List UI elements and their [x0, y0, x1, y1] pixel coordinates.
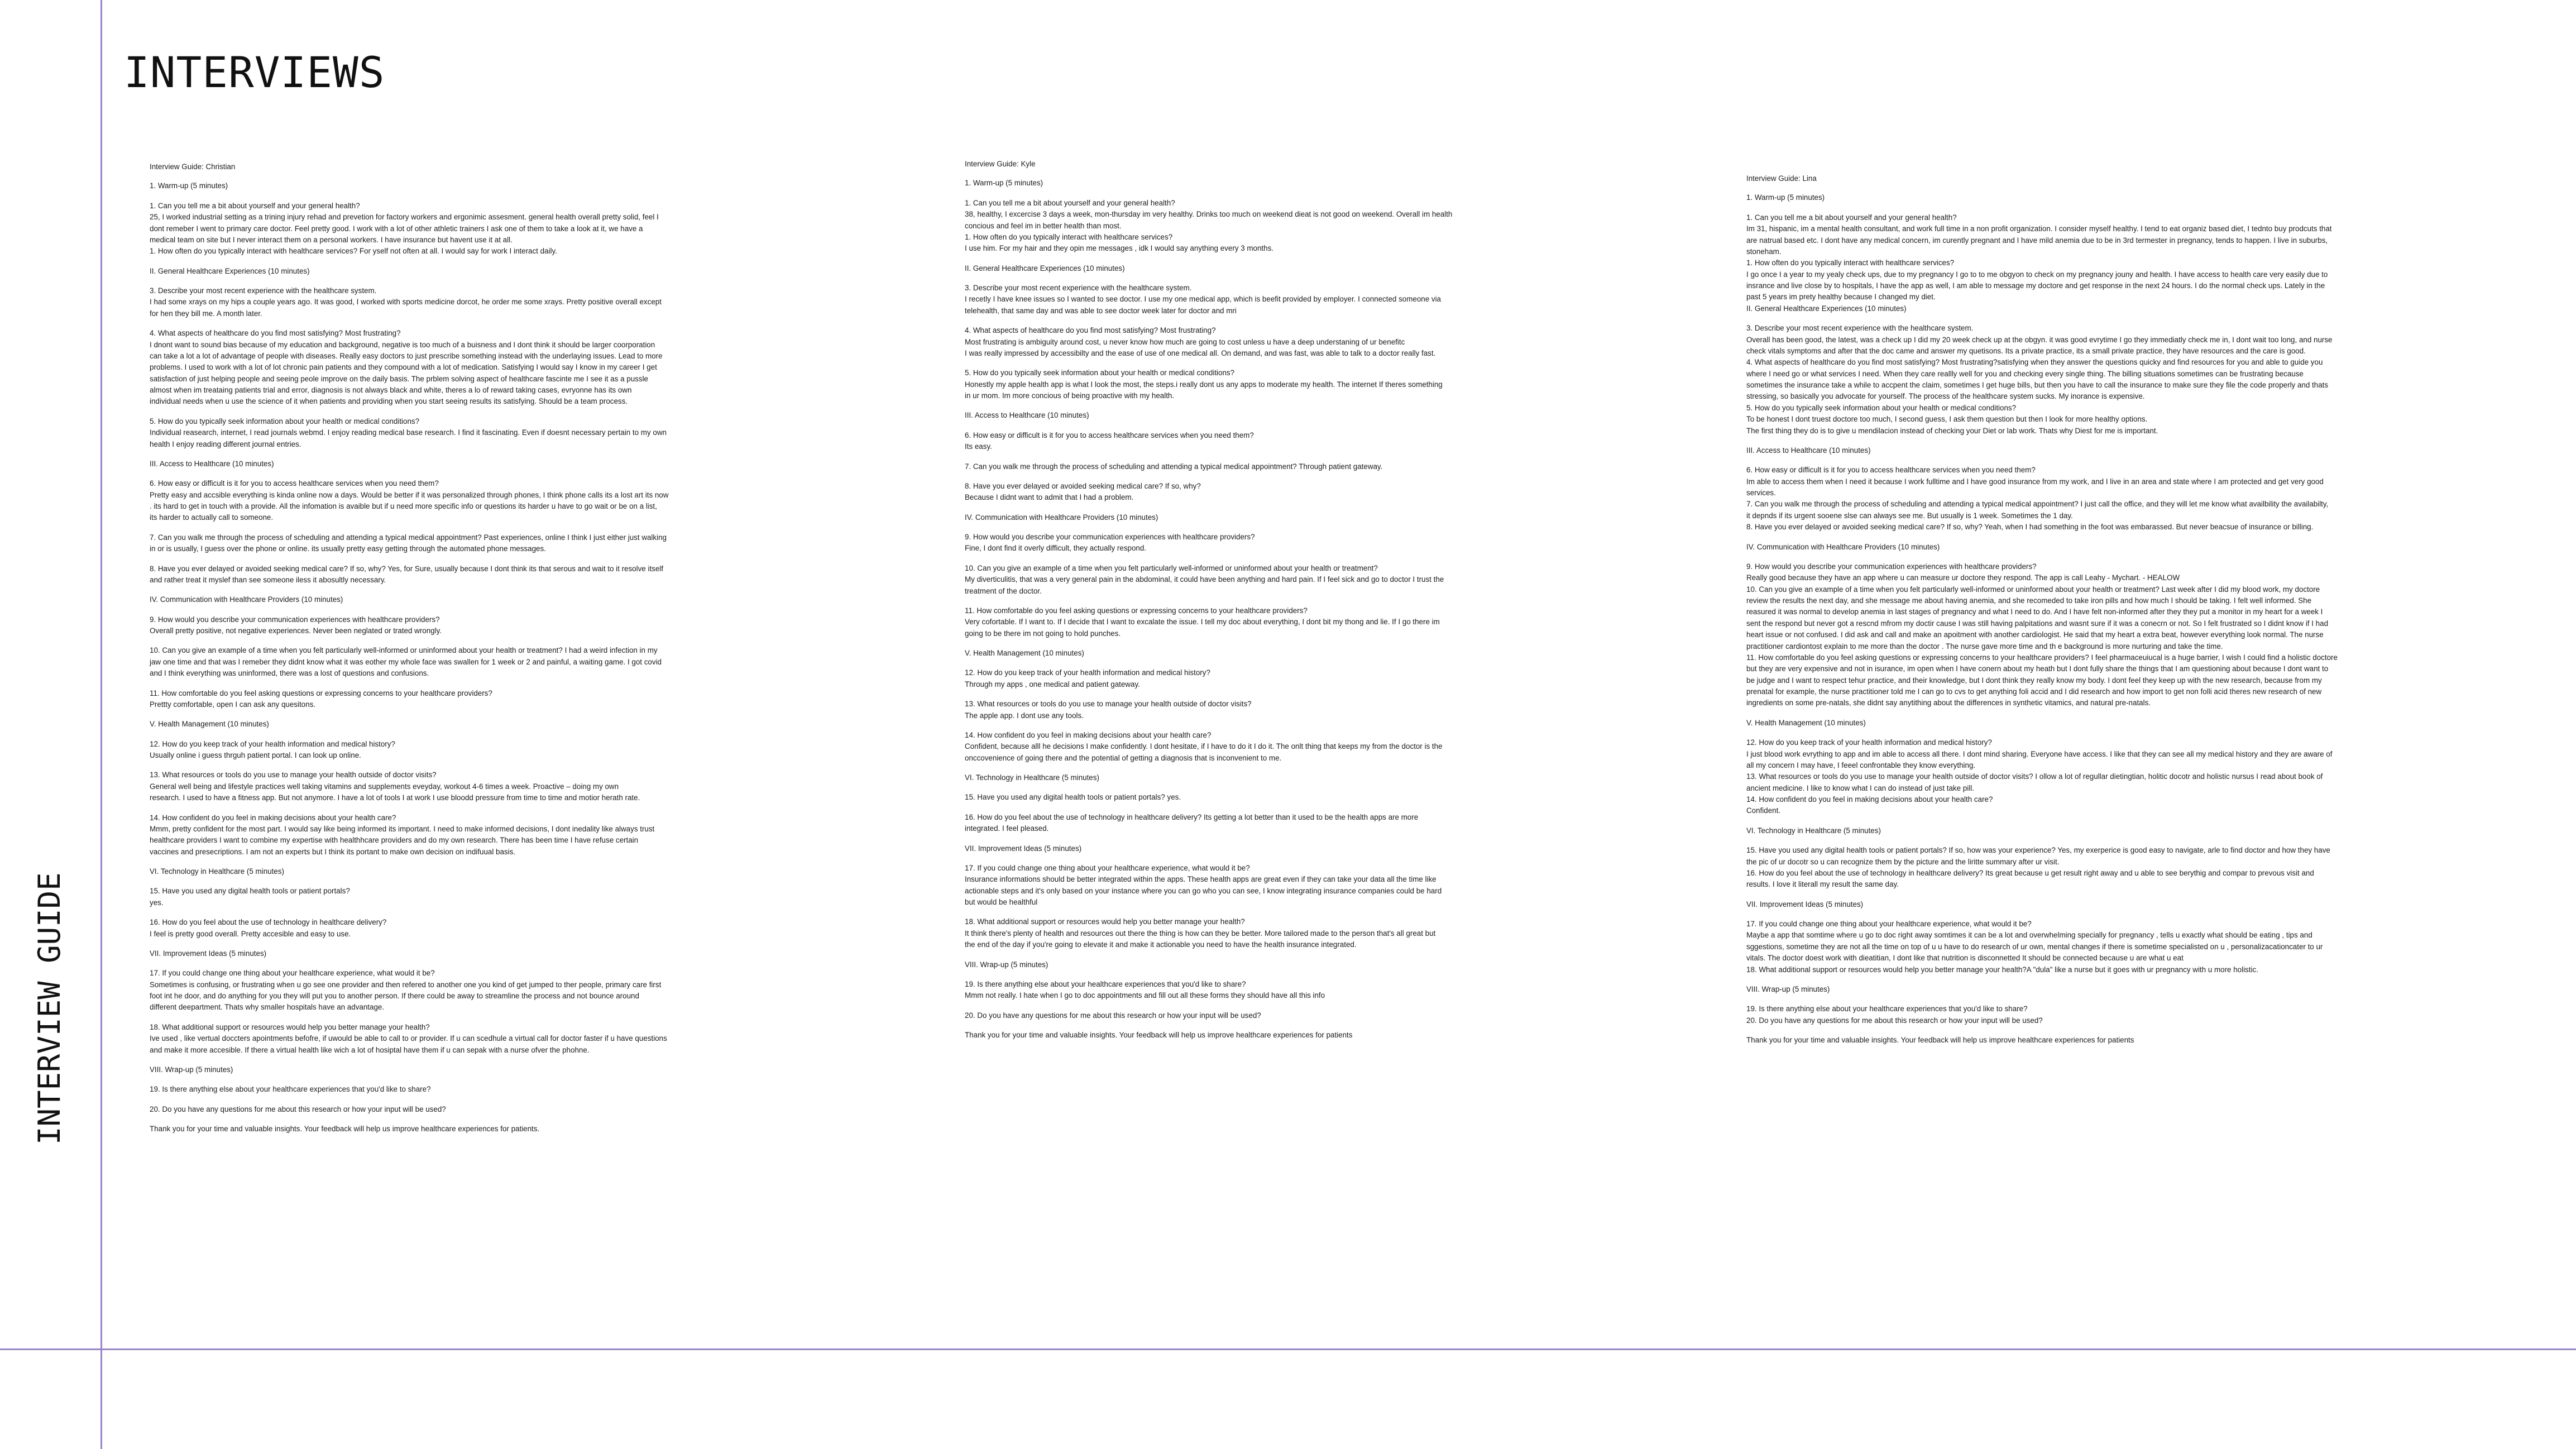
guide-section — [965, 863, 1452, 908]
guide-text-line: foot int he door, and do anything for you they will put you to another person. If there could be away to streamline the process and not bounce around — [150, 992, 639, 1000]
guide-text-line: 13. What resources or tools do you use to manage your health outside of doctor visits? — [965, 700, 1252, 709]
guide-text-line: General well being and lifestyle practices well taking vitamins and supplements eveyday, workout 4-6 times a week. Proactive – doing my own — [150, 782, 619, 791]
guide-text-line: Thank you for your time and valuable insights. Your feedback will help us improve healthcare experiences for patients. — [150, 1125, 540, 1133]
guide-text-line: in ur mom. Im more concious of being proactive with my health. — [965, 391, 1175, 400]
guide-text-line: It think there's plenty of health and resources out there the thing is how can they be better. More tailored made to the person that's all great but — [965, 929, 1436, 938]
guide-text-line: 18. What additional support or resources would help you better manage your health?A "dula" like a nurse but it goes with ur pregnancy with u more holistic. — [1746, 965, 2258, 974]
guide-text-line: stressing, so basically you advocate for yourself. The process of the healthcare system sucks. My inorance is expensive. — [1746, 392, 2145, 401]
guide-text-line: sggestions, sometime they are not all the time on top of u u have to do research of ur own, mental changes if there is sometime specialisted on u , personalizacationcater to ur — [1746, 942, 2323, 951]
guide-text-line: Very cofortable. If I want to. If I decide that I want to excalate the issue. I tell my doc about everything, I dont bit my thong and lie. If I go there im — [965, 618, 1440, 627]
guide-heading: Interview Guide: Christian — [150, 162, 236, 171]
guide-text-line: V. Health Management (10 minutes) — [965, 649, 1084, 657]
guide-text-line: 38, healthy, I excercise 3 days a week, mon-thursday im very healthy. Drinks too much on weekend dieat is not good on weekend. Overall im health — [965, 210, 1453, 219]
guide-text-line: 1. Warm-up (5 minutes) — [150, 181, 228, 190]
guide-section — [150, 328, 668, 408]
guide-text-line: 8. Have you ever delayed or avoided seeking medical care? If so, why? Yeah, when I had something in the foot was embarassed. But never beacsue of insurance or billing. — [1746, 523, 2314, 532]
guide-section — [150, 645, 668, 679]
guide-text-line: telehealth, that same day and was able to see doctor week later for doctor and mri — [965, 306, 1237, 315]
guide-text-line: VI. Technology in Healthcare (5 minutes) — [1746, 826, 1881, 835]
guide-section — [965, 367, 1452, 401]
guide-section — [965, 959, 1452, 970]
page-title: INTERVIEWS — [124, 47, 385, 97]
guide-section — [150, 812, 668, 858]
guide-section — [1746, 1003, 2338, 1026]
guide-text-line: 5. How do you typically seek information about your health or medical conditions? — [965, 369, 1235, 377]
guide-text-line: results. I love it literall my result the same day. — [1746, 880, 1899, 889]
guide-section — [965, 667, 1452, 690]
guide-text-line: prenatal for example, the nurse practitioner told me I can go to cvs to get anything foli accid and I did research and how import to get non folli acid theres new research of new — [1746, 687, 2322, 696]
guide-text-line: 1. Warm-up (5 minutes) — [965, 179, 1043, 188]
guide-section — [1746, 192, 2338, 203]
guide-text-line: III. Access to Healthcare (10 minutes) — [1746, 446, 1871, 455]
guide-text-line: 20. Do you have any questions for me about this research or how your input will be used? — [150, 1104, 446, 1113]
guide-text-line: IV. Communication with Healthcare Providers (10 minutes) — [965, 513, 1158, 522]
guide-text-line: stoneham. — [1746, 247, 1782, 256]
guide-text-line: ingredients on some pre-natals, she didnt say anytithing about the differences in synthetic vitamics, and natural pre-natals. — [1746, 699, 2151, 707]
guide-section — [965, 198, 1452, 255]
guide-text-line: 3. Describe your most recent experience with the healthcare system. — [1746, 324, 1974, 333]
guide-section — [965, 1010, 1452, 1021]
guide-text-line: where I need go or what services I need. When they care reallly well for you and checking every single thing. The billing situations sometimes can be frustrating because — [1746, 369, 2304, 378]
guide-section — [1746, 561, 2338, 709]
guide-text-line: 14. How confident do you feel in making decisions about your health care? — [150, 813, 396, 822]
guide-text-line: and I think everything was uninformed, there was a lost of questions and confusions. — [150, 669, 429, 678]
guide-text-line: Maybe a app that somtime where u go to doc right away somtimes it can be a lot and overwhelming specially for pregnancy , tells u exactly what should be eating , tips and — [1746, 931, 2312, 940]
guide-section — [1746, 323, 2338, 437]
guide-section — [965, 263, 1452, 274]
guide-text-line: but would be healthful — [965, 898, 1038, 906]
guide-text-line: Mmm, pretty confident for the most part. I would say like being informed its important. I need to make informed decisions, I dont inedality like always trust — [150, 824, 655, 833]
guide-text-line: services. — [1746, 489, 1776, 497]
guide-section — [150, 478, 668, 524]
guide-text-line: The apple app. I dont use any tools. — [965, 711, 1084, 720]
guide-text-line: Confident. — [1746, 806, 1781, 815]
guide-text-line: I recetly I have knee issues so I wanted to see doctor. I use my one medical app, which is beefit provided by employer. I connected someone via — [965, 295, 1442, 304]
guide-section — [965, 430, 1452, 453]
guide-text-line: 13. What resources or tools do you use to manage your health outside of doctor visits? — [150, 771, 437, 780]
guide-section — [150, 614, 668, 637]
guide-section — [150, 200, 668, 257]
guide-text-line: integrated. I feel pleased. — [965, 824, 1049, 833]
guide-section — [150, 948, 668, 959]
guide-section — [1746, 465, 2338, 533]
guide-section — [1746, 718, 2338, 729]
guide-section — [1746, 212, 2338, 314]
guide-text-line: 10. Can you give an example of a time when you felt particularly well-informed or uninformed about your health or treatment? — [965, 563, 1378, 572]
guide-text-line: Prettty comfortable, open I can ask any quesitons. — [150, 700, 315, 709]
guide-section — [965, 812, 1452, 835]
guide-text-line: healthcare providers I want to combine my expertise with healthhcare providers and do my own research. There has been time I have refuse certain — [150, 836, 639, 845]
guide-text-line: 17. If you could change one thing about your healthcare experience, what would it be? — [965, 863, 1250, 872]
guide-heading: Interview Guide: Lina — [1746, 174, 1817, 183]
guide-section — [150, 594, 668, 605]
guide-text-line: I was really impressed by accessibilty and the ease of use of one medical all. On demand, and was fast, was able to talk to a doctor really fast. — [965, 348, 1436, 357]
guide-section — [965, 410, 1452, 421]
guide-section — [1746, 445, 2338, 456]
guide-text-line: concious and feel im in better health than most. — [965, 221, 1122, 230]
guide-text-line: 7. Can you walk me through the process of scheduling and attending a typical medical appointment? Through patient gateway. — [965, 462, 1383, 471]
guide-text-line: treatment of the doctor. — [965, 586, 1042, 595]
guide-section — [150, 266, 668, 277]
guide-section — [965, 979, 1452, 1002]
guide-text-line: be judge and I want to respect tehur practice, and their knowledge, but I dont think they really know my body. I dont feel they keep up with the new research, because from my — [1746, 676, 2322, 685]
guide-text-line: 1. How often do you typically interact with healthcare services? — [965, 232, 1173, 241]
guide-section — [965, 532, 1452, 554]
guide-section — [150, 719, 668, 730]
guide-text-line: II. General Healthcare Experiences (10 minutes) — [965, 264, 1125, 272]
guide-text-line: Sometimes is confusing, or frustrating when u go see one provider and then refered to another one you kind of get jumped to ther people, primary care first — [150, 980, 662, 989]
guide-text-line: 11. How comfortable do you feel asking questions or expressing concerns to your healthcare providers? I feel pharmaceuiucal is a huge barrier, I wish I could find a holistic doctore — [1746, 653, 2338, 662]
guide-text-line: 12. How do you keep track of your health information and medical history? — [1746, 738, 1992, 747]
guide-section — [150, 1104, 668, 1115]
guide-text-line: VIII. Wrap-up (5 minutes) — [965, 960, 1048, 969]
guide-heading: Interview Guide: Kyle — [965, 160, 1036, 168]
guide-text-line: 6. How easy or difficult is it for you to access healthcare services when you need them? — [965, 431, 1254, 439]
guide-text-line: jaw one time and that was I remeber they didnt know what it was eother my whole face was swallen for 1 week or 2 and painful, a waiting game. I got covid — [150, 657, 662, 666]
guide-text-line: can take a lot a lot of advantage of people with diseases. Really easy doctors to just prescribe something instead with the underlaying issues. Lead to more — [150, 351, 663, 360]
guide-text-line: practitioner cardiontost explain to me more than the doctor . The nurse gave more time and th e background is more nurturing and take the time. — [1746, 642, 2223, 651]
guide-text-line: 15. Have you used any digital health tools or patient portals? If so, how was your experience? Yes, my exerperice is good easy to navigate, arle to find doctor and how they have — [1746, 846, 2330, 855]
guide-text-line: 12. How do you keep track of your health information and medical history? — [965, 668, 1210, 677]
horizontal-divider-line — [0, 1348, 2576, 1350]
guide-section — [1746, 1035, 2338, 1046]
guide-section — [150, 1064, 668, 1075]
guide-text-line: IV. Communication with Healthcare Providers (10 minutes) — [150, 595, 343, 604]
guide-section — [1746, 984, 2338, 995]
guide-text-line: Individual reasearch, internet, I read journals webmd. I enjoy reading medical base research. I find it fascinating. Even if doesnt necessary pertain to my own — [150, 428, 667, 437]
guide-text-line: 6. How easy or difficult is it for you to access healthcare services when you need them? — [150, 479, 439, 488]
guide-text-line: VII. Improvement Ideas (5 minutes) — [1746, 900, 1864, 908]
guide-section — [150, 563, 668, 586]
guide-text-line: Fine, I dont find it overly difficult, they actually respond. — [965, 544, 1147, 553]
guide-text-line: vitals. The doctor doest work with dieatitian, I dont like that nutrition is disconnetted It should be connected because u are what u eat — [1746, 954, 2184, 963]
guide-text-line: onccovenience of going there and the potential of getting a diagnosis that is inconvenient to me. — [965, 753, 1282, 762]
guide-text-line: My diverticulitis, that was a very general pain in the abdominal, it could have been anything and hard pain. If I feel sick and go to doctor I trust the — [965, 575, 1444, 584]
guide-section — [965, 1030, 1452, 1041]
guide-text-line: I feel is pretty good overall. Pretty accesible and easy to use. — [150, 929, 351, 938]
guide-section — [1746, 737, 2338, 817]
guide-text-line: the pic of ur docotr so u can recognize them by the picture and the liritte summary after ur visit. — [1746, 857, 2060, 866]
guide-text-line: are natrual based etc. I dont have any medical concern, im curently pregnant and I have mild anemia due to be in 3rd termester in pregnancy, tends to happen. I live in suburbs, — [1746, 236, 2328, 245]
guide-text-line: 15. Have you used any digital health tools or patient portals? — [150, 887, 350, 896]
guide-text-line: ancient medicine. I like to know what I can do instead of just take pill. — [1746, 783, 1974, 792]
guide-text-line: V. Health Management (10 minutes) — [150, 720, 269, 729]
guide-text-line: Usually online i guess thrguh patient portal. I can look up online. — [150, 751, 361, 759]
guide-text-line: 13. What resources or tools do you use to manage your health outside of doctor visits? I ollow a lot of regullar dietingtian, holitic docotr and holistic nursus I read about book of — [1746, 772, 2323, 781]
guide-text-line: Confident, because alll he decisions I make confidently. I dont hesitate, if I have to do it I do it. The onlt thing that keeps my from the doctor is the — [965, 742, 1443, 751]
guide-section — [1746, 825, 2338, 836]
guide-section — [965, 843, 1452, 854]
guide-text-line: and make it more accesible. If there a virtual health like wich a lot of hosiptal have them if u can sepak with a nurse ofver the phohne. — [150, 1045, 590, 1054]
guide-text-line: 11. How comfortable do you feel asking questions or expressing concerns to your healthcare providers? — [150, 688, 492, 697]
guide-text-line: 7. Can you walk me through the process of scheduling and attending a typical medical appointment? Past experiences, online I think I just either just walking — [150, 533, 667, 542]
guide-section — [965, 699, 1452, 721]
guide-section — [150, 416, 668, 450]
guide-text-line: Thank you for your time and valuable insights. Your feedback will help us improve healthcare experiences for patients — [1746, 1036, 2134, 1044]
guide-text-line: VI. Technology in Healthcare (5 minutes) — [150, 867, 284, 876]
guide-text-line: Through my apps , one medical and patient gateway. — [965, 680, 1140, 688]
guide-text-line: Im able to access them when I need it because I work fulltime and I have good insurance from my work, and I live in an area and state where I am protected and get very good — [1746, 477, 2324, 486]
guide-text-line: 14. How confident do you feel in making decisions about your health care? — [965, 730, 1212, 739]
guide-text-line: its harder to actually call to someone. — [150, 513, 274, 522]
guide-text-line: 1. How often do you typically interact with healthcare services? — [1746, 259, 1955, 267]
guide-section — [965, 772, 1452, 783]
guide-text-line: Really good because they have an app where u can measure ur doctore they respond. The app is call Leahy - Mychart. - HEALOW — [1746, 573, 2180, 582]
guide-section — [150, 180, 668, 192]
guide-text-line: 18. What additional support or resources would help you better manage your health? — [965, 917, 1245, 926]
guide-text-line: and rather treat it myslef than see someone iless it abosultly necessary. — [150, 575, 386, 584]
guide-text-line: 19. Is there anything else about your healthcare experiences that you'd like to share? — [965, 979, 1246, 988]
guide-text-line: it depnds if its urgent sooene slse can always see me. But usually is 1 week. Sometimes the 1 day. — [1746, 511, 2073, 520]
guide-text-line: sent the respond but never got a rescnd mfrom my doctir cause I was still having palpitations and wasnt sure if it was a conecrn or not. So I felt frustrated so I didnt know if I had — [1746, 619, 2329, 628]
guide-text-line: I use him. For my hair and they opin me messages , idk I would say anything every 3 months. — [965, 244, 1273, 253]
guide-text-line: 17. If you could change one thing about your healthcare experience, what would it be? — [150, 969, 435, 978]
guide-text-line: 3. Describe your most recent experience with the healthcare system. — [965, 284, 1192, 292]
guide-text-line: II. General Healthcare Experiences (10 minutes) — [1746, 304, 1907, 313]
guide-section — [1746, 919, 2338, 975]
guide-text-line: III. Access to Healthcare (10 minutes) — [965, 411, 1089, 420]
guide-text-line: Most frustrating is ambiguity around cost, u never know how much are going to cost unless u have a deep understaning of ur benefitc — [965, 337, 1405, 346]
guide-text-line: Because I didnt want to admit that I had a problem. — [965, 493, 1134, 502]
guide-section — [150, 886, 668, 908]
guide-section — [965, 648, 1452, 659]
guide-section — [965, 461, 1452, 472]
guide-text-line: 9. How would you describe your communication experiences with healthcare providers? — [1746, 562, 2037, 571]
guide-section — [1746, 845, 2338, 891]
guide-text-line: V. Health Management (10 minutes) — [1746, 718, 1866, 727]
guide-section — [965, 792, 1452, 803]
guide-section — [965, 563, 1452, 597]
guide-text-line: VII. Improvement Ideas (5 minutes) — [150, 949, 267, 958]
guide-section — [150, 532, 668, 555]
guide-text-line: 8. Have you ever delayed or avoided seeking medical care? If so, why? Yes, for Sure, usually because I dont think its that serous and wait to it resolve itself — [150, 564, 663, 573]
guide-text-line: check vitals symptoms and after that the doc came and answer my quetisons. Its a private practice, its a small private practice, they have resources and the care is good. — [1746, 346, 2306, 355]
guide-text-line: 5. How do you typically seek information about your health or medical conditions? — [1746, 403, 2017, 412]
guide-text-line: all my concern I may have, I feeel confrontable they know everything. — [1746, 761, 1976, 769]
guide-section — [150, 739, 668, 762]
guide-section — [150, 769, 668, 804]
guide-text-line: research. I used to have a fitness app. But not anymore. I have a lot of tools I at work I use bloodd pressure from time to time and motior herath rate. — [150, 793, 640, 802]
guide-text-line: The first thing they do is to give u mendilacion instead of checking your Diet or lab work. Thats why Diest for me is important. — [1746, 426, 2158, 435]
guide-text-line: 10. Can you give an example of a time when you felt particularly well-informed or uninformed about your health or treatment? Last week after I did my blood work, my doctore — [1746, 585, 2320, 594]
guide-text-line: VIII. Wrap-up (5 minutes) — [150, 1065, 233, 1074]
interview-guide-kyle — [965, 159, 1452, 1049]
guide-text-line: review the results the next day, and she message me about having anemia, and she recomeded to take iron pills and how much I should be taking. I felt well informed. She — [1746, 596, 2312, 605]
guide-section — [150, 1123, 668, 1135]
guide-section — [965, 178, 1452, 189]
guide-text-line: 10. Can you give an example of a time when you felt particularly well-informed or uninformed about your health or treatment? I had a weird infection in my — [150, 646, 658, 655]
guide-text-line: for hen they bill me. A month later. — [150, 309, 262, 318]
guide-text-line: 16. How do you feel about the use of technology in healthcare delivery? Its great because u get result right away and u able to see berythig and compar to prevous visit and — [1746, 868, 2314, 877]
guide-text-line: but they are very expensive and not in isurance, im open when I have conern about my heath but I dont fully share the things that I am questioning about because I dont want to — [1746, 664, 2329, 673]
guide-text-line: 20. Do you have any questions for me about this research or how your input will be used? — [1746, 1016, 2043, 1025]
guide-text-line: in or is usually, I guess over the phone or online. its usually pretty easy getting through the automated phone messages. — [150, 544, 546, 553]
guide-text-line: 9. How would you describe your communication experiences with healthcare providers? — [965, 533, 1255, 541]
guide-text-line: 20. Do you have any questions for me about this research or how your input will be used? — [965, 1011, 1261, 1020]
guide-text-line: 15. Have you used any digital health tools or patient portals? yes. — [965, 793, 1181, 802]
guide-text-line: insrance and live close by to hospitals, I have the app as well, I am able to message my doctore and get response in the next 24 hours. I do the normal check ups. Lately in the — [1746, 281, 2325, 290]
guide-text-line: 1. Warm-up (5 minutes) — [1746, 193, 1825, 202]
guide-section — [150, 1084, 668, 1095]
guide-text-line: VIII. Wrap-up (5 minutes) — [1746, 984, 1830, 993]
guide-text-line: III. Access to Healthcare (10 minutes) — [150, 459, 274, 468]
guide-text-line: I dnont want to sound bias because of my education and background, negative is too much of a buisness and I dont think it should be larger coorporation — [150, 340, 655, 349]
guide-text-line: Im 31, hispanic, im a mental health consultant, and work full time in a non profit organization. I consider myself healthy. I tend to eat organiz based diet, I tednto buy prodcuts that — [1746, 224, 2332, 233]
interview-guide-christian — [150, 161, 668, 1143]
guide-section — [1746, 899, 2338, 910]
guide-text-line: past 5 years im prety healthy because I changed my diet. — [1746, 293, 1936, 302]
guide-text-line: I go once I a year to my yealy check ups, due to my pregnancy I go to to me obgyon to check on my pregnancy jouny and health. I have access to health care very easily due to — [1746, 270, 2328, 279]
side-label-interview-guide: INTERVIEW GUIDE — [32, 872, 67, 1145]
guide-text-line: 1. Can you tell me a bit about yourself and your general health? — [150, 201, 360, 210]
guide-text-line: 18. What additional support or resources would help you better manage your health? — [150, 1022, 430, 1031]
guide-text-line: I had some xrays on my hips a couple years ago. It was good, I worked with sports medicine dorcot, he order me some xrays. Pretty positive overall except — [150, 298, 662, 307]
guide-text-line: 16. How do you feel about the use of technology in healthcare delivery? Its getting a lot better than it used to be the health apps are more — [965, 812, 1419, 821]
vertical-divider-line — [100, 0, 102, 1449]
guide-text-line: health I enjoy reading different journal entries. — [150, 439, 301, 448]
guide-text-line: 19. Is there anything else about your healthcare experiences that you'd like to share? — [150, 1085, 431, 1094]
interview-guide-lina — [1746, 173, 2338, 1054]
guide-text-line: VII. Improvement Ideas (5 minutes) — [965, 844, 1082, 853]
guide-text-line: 4. What aspects of healthcare do you find most satisfying? Most frustrating? — [150, 329, 401, 338]
guide-text-line: 9. How would you describe your communication experiences with healthcare providers? — [150, 615, 440, 624]
guide-text-line: . its hard to get in touch with a provide. All the infomation is avaible but if u need more specific info or questions its harder u have to go wait or be on a list, — [150, 502, 657, 510]
guide-text-line: VI. Technology in Healthcare (5 minutes) — [965, 773, 1099, 782]
guide-section — [965, 325, 1452, 359]
guide-text-line: 6. How easy or difficult is it for you to access healthcare services when you need them? — [1746, 466, 2036, 475]
guide-text-line: different deepartment. Thats why smaller hospitals have an advantage. — [150, 1003, 385, 1012]
guide-section — [965, 283, 1452, 317]
guide-text-line: Insurance informations should be better integrated within the apps. These health apps are great even if they can take your data all the time like — [965, 875, 1437, 884]
guide-text-line: 17. If you could change one thing about your healthcare experience, what would it be? — [1746, 920, 2032, 928]
guide-text-line: Overall has been good, the latest, was a check up I did my 20 week check up at the obgyn. it was good evrytime I go they immediatly check me in, I dont wait too long, and nurse — [1746, 335, 2333, 344]
guide-text-line: medical team on site but I never interact them on a personal workers. I have insurance but havent use it at all. — [150, 235, 513, 244]
guide-text-line: almost when im treataing patients trial and error, diagnosis is not always black and white, theres a lo of reward taking cases, evryonne has its own — [150, 386, 632, 394]
guide-text-line: 7. Can you walk me through the process of scheduling and attending a typical medical appointment? I just call the office, and they will let me know what availbility the availabilty, — [1746, 500, 2329, 509]
guide-text-line: To be honest I dont truest doctore too much, I second guess, I ask them question but then I look for more healthy options. — [1746, 415, 2148, 424]
guide-section — [965, 512, 1452, 523]
guide-text-line: Ive used , like vertual doccters apointments befofre, if uwould be able to call to or provider. If u can scedhule a virtual call for doctor faster if u have questions — [150, 1034, 667, 1043]
guide-section — [150, 866, 668, 877]
guide-section — [965, 481, 1452, 504]
guide-text-line: Its easy. — [965, 442, 992, 451]
guide-text-line: Honestly my apple health app is what I look the most, the steps.i really dont us any apps to moderate my health. The internet If theres something — [965, 380, 1443, 389]
guide-text-line: 8. Have you ever delayed or avoided seeking medical care? If so, why? — [965, 481, 1201, 490]
guide-text-line: Overall pretty positive, not negative experiences. Never been neglated or trated wrongly. — [150, 627, 442, 635]
guide-text-line: vaccines and presecriptions. I am not an experts but I think its portant to make own decision on indifuual basis. — [150, 847, 516, 856]
guide-section — [150, 968, 668, 1013]
guide-text-line: 4. What aspects of healthcare do you find most satisfying? Most frustrating? — [965, 326, 1216, 335]
guide-text-line: the end of the day if you're going to elevate it and make it actionable you need to have the health insurance integrated. — [965, 940, 1357, 949]
guide-text-line: 11. How comfortable do you feel asking questions or expressing concerns to your healthcare providers? — [965, 606, 1308, 615]
guide-text-line: going to be there im not going to hold punches. — [965, 629, 1121, 638]
guide-section — [150, 917, 668, 940]
guide-section — [150, 1022, 668, 1056]
guide-text-line: 12. How do you keep track of your health information and medical history? — [150, 739, 395, 748]
guide-text-line: 3. Describe your most recent experience with the healthcare system. — [150, 286, 377, 295]
guide-text-line: problems. I used to work with a lot of lot chronic pain patients and they compound with a lot of medication. Satisfying I would say I know in my career I get — [150, 363, 657, 372]
guide-text-line: 4. What aspects of healthcare do you find most satisfying? Most frustrating?satisfying when they answer the questions quicky and find resources for you and able to guide you — [1746, 358, 2323, 367]
guide-text-line: Pretty easy and accsible everything is kinda online now a days. Would be better if it was personalized through phones, I think phone calls its a lost art its now — [150, 490, 669, 499]
guide-section — [150, 688, 668, 711]
guide-text-line: reasured it was normal to develop anemia in last stages of pregnancy and what I need to do. And I have felt non-informed after they they put a monitor in my heart for a week I — [1746, 608, 2323, 616]
guide-text-line: II. General Healthcare Experiences (10 minutes) — [150, 266, 310, 275]
guide-text-line: I just blood work evrything to app and im able to access all there. I dont mind sharing. Everyone have access. I like that they can see all my medical history and they are aware of — [1746, 749, 2333, 758]
guide-text-line: 1. How often do you typically interact with healthcare services? For yself not often at all. I would say for work I interact daily. — [150, 247, 557, 256]
guide-section — [965, 605, 1452, 639]
guide-text-line: satisfaction of just helping people and seeing peole improve on the daily basis. The prblem solving aspect of healthcare fascinte me I see it as a pussle — [150, 374, 648, 383]
guide-text-line: 1. Can you tell me a bit about yourself and your general health? — [1746, 213, 1957, 222]
guide-text-line: IV. Communication with Healthcare Providers (10 minutes) — [1746, 542, 1940, 551]
guide-section — [965, 730, 1452, 764]
guide-text-line: 14. How confident do you feel in making decisions about your health care? — [1746, 795, 1993, 804]
guide-text-line: Thank you for your time and valuable insights. Your feedback will help us improve healthcare experiences for patients — [965, 1031, 1353, 1039]
guide-text-line: heart issue or not confused. I did ask and call and make an apoitment with another cardiologist. He said that my heart a extra beat, however everything look normal. The nurse — [1746, 630, 2324, 639]
guide-text-line: individual needs when u use the science of it when patients and providing when you start seeing results its satisfying. Should be a team process. — [150, 397, 628, 406]
guide-text-line: sometimes the insurance take a while to accpent the claim, sometimes I get huge bills, but then you have to call the insurance to make sure they file the code properly and thats — [1746, 381, 2329, 389]
guide-text-line: 1. Can you tell me a bit about yourself and your general health? — [965, 198, 1175, 207]
guide-text-line: Mmm not really. I hate when I go to doc appointments and fill out all these forms they should have all this info — [965, 991, 1325, 1000]
guide-text-line: dont remeber I went to primary care doctor. Feel pretty good. I work with a lot of other athletic trainers I ask one of them to take a look at it, we have a — [150, 224, 643, 233]
guide-text-line: 25, I worked industrial setting as a trining injury rehad and prevetion for factory workers and ergonimic assesment. general health overall pretty solid, feel I — [150, 213, 659, 222]
guide-text-line: 16. How do you feel about the use of technology in healthcare delivery? — [150, 918, 387, 927]
guide-text-line: 5. How do you typically seek information about your health or medical conditions? — [150, 417, 420, 425]
guide-text-line: actionable steps and it's only based on your instance where you can go who you can see, I know integrating insurance companies could be hard — [965, 886, 1442, 895]
guide-section — [1746, 542, 2338, 553]
guide-text-line: yes. — [150, 898, 164, 907]
guide-section — [965, 916, 1452, 950]
guide-section — [150, 458, 668, 470]
guide-section — [150, 285, 668, 319]
guide-text-line: 19. Is there anything else about your healthcare experiences that you'd like to share? — [1746, 1005, 2028, 1013]
